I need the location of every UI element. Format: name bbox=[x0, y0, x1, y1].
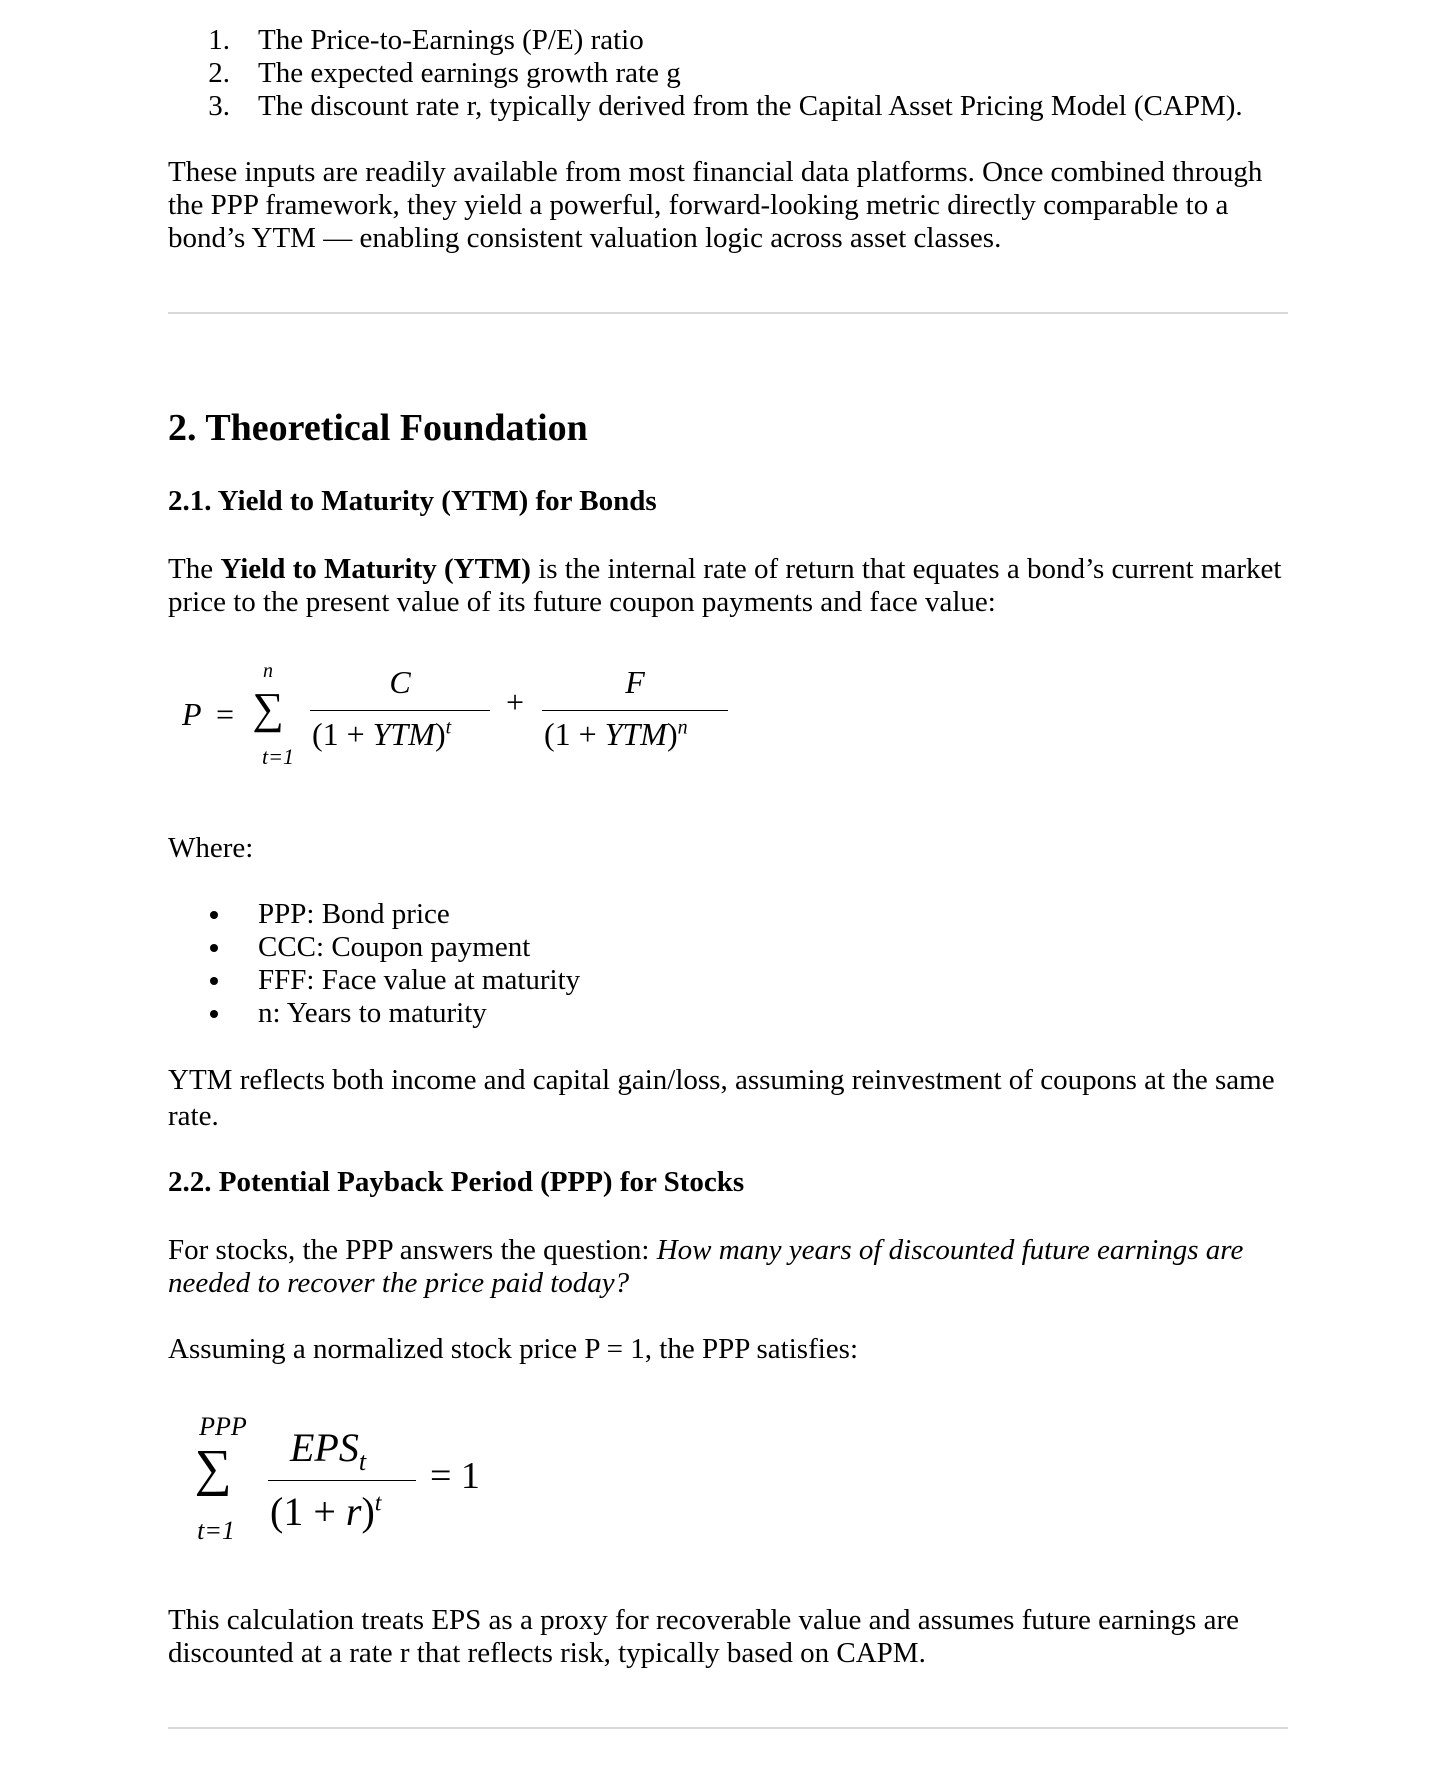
ytm-para-post: is the internal rate of return that equates a bond’s current market price to the present value of its future coupon payments and face value: bbox=[168, 553, 1282, 618]
fraction1-bar bbox=[310, 710, 490, 711]
sigma-icon: ∑ bbox=[252, 684, 284, 733]
ytm-para-pre: The bbox=[168, 553, 221, 585]
den1-close: ) bbox=[434, 716, 446, 752]
list-text: The Price-to-Earnings (P/E) ratio bbox=[258, 24, 644, 56]
den2-open: (1 + bbox=[544, 716, 605, 752]
bullet-icon bbox=[210, 911, 218, 919]
den-close: ) bbox=[361, 1489, 375, 1534]
ppp-rhs: = 1 bbox=[430, 1455, 480, 1497]
den1-exp: t bbox=[445, 716, 452, 739]
formula-lhs: P bbox=[182, 696, 202, 732]
sum-lower-limit: t=1 bbox=[197, 1516, 235, 1545]
where-label: Where: bbox=[168, 832, 254, 864]
formula-plus: + bbox=[506, 684, 525, 720]
divider bbox=[168, 1727, 1288, 1729]
list-item bbox=[210, 931, 910, 964]
list-text: The expected earnings growth rate g bbox=[258, 57, 681, 89]
den-exp: t bbox=[374, 1490, 382, 1517]
sum-upper-limit: PPP bbox=[199, 1412, 247, 1441]
den2-exp: n bbox=[677, 716, 688, 739]
sigma-icon: ∑ bbox=[194, 1440, 232, 1497]
list-text: The discount rate r, typically derived from the Capital Asset Pricing Model (CAPM). bbox=[258, 90, 1243, 122]
den2-close: ) bbox=[666, 716, 678, 752]
ppp-para-pre: For stocks, the PPP answers the question: bbox=[168, 1234, 657, 1266]
list-text: PPP: Bond price bbox=[258, 898, 450, 930]
list-number: 3. bbox=[208, 90, 230, 122]
ytm-para-bold: Yield to Maturity (YTM) bbox=[220, 553, 531, 585]
list-item bbox=[210, 997, 910, 1030]
sum-upper-limit: n bbox=[263, 660, 273, 682]
list-number: 1. bbox=[208, 24, 230, 56]
ppp-closing-paragraph: This calculation treats EPS as a proxy for recoverable value and assumes future earnings are discounted at a rate r that reflects risk, typically based on CAPM. bbox=[168, 1604, 1239, 1669]
list-text: CCC: Coupon payment bbox=[258, 931, 531, 963]
fraction2-numerator: F bbox=[625, 664, 645, 700]
bullet-icon bbox=[210, 944, 218, 952]
ppp-para-question: How many years of discounted future earnings are needed to recover the price paid today? bbox=[168, 1234, 1244, 1299]
den-var: r bbox=[345, 1489, 362, 1534]
formula-equals: = bbox=[216, 696, 235, 732]
list-item bbox=[190, 24, 1290, 57]
den2-var: YTM bbox=[604, 716, 667, 752]
ppp-paragraph bbox=[168, 1234, 1298, 1300]
fraction1-denominator bbox=[312, 716, 451, 753]
ytm-paragraph bbox=[168, 553, 1298, 619]
den1-var: YTM bbox=[372, 716, 435, 752]
ppp-assumption: Assuming a normalized stock price P = 1, the PPP satisfies: bbox=[168, 1333, 858, 1365]
subsection-heading-ytm: 2.1. Yield to Maturity (YTM) for Bonds bbox=[168, 485, 657, 517]
list-item bbox=[210, 964, 910, 997]
list-number: 2. bbox=[208, 57, 230, 89]
fraction2-denominator bbox=[544, 716, 688, 753]
fraction1-numerator: C bbox=[389, 664, 411, 700]
ppp-fraction-bar bbox=[268, 1480, 416, 1481]
ppp-numerator bbox=[290, 1424, 366, 1477]
numerator-sub: t bbox=[358, 1447, 367, 1476]
sum-lower-limit: t=1 bbox=[262, 744, 294, 769]
list-text: FFF: Face value at maturity bbox=[258, 964, 581, 996]
bullet-icon bbox=[210, 977, 218, 985]
section-heading: 2. Theoretical Foundation bbox=[168, 407, 588, 449]
ytm-formula bbox=[168, 660, 768, 780]
den1-open: (1 + bbox=[312, 716, 373, 752]
list-item bbox=[210, 898, 910, 931]
numerator-var: EPS bbox=[290, 1425, 359, 1470]
fraction2-bar bbox=[542, 710, 728, 711]
divider bbox=[168, 312, 1288, 314]
ppp-denominator bbox=[270, 1488, 381, 1535]
list-text: n: Years to maturity bbox=[258, 997, 487, 1029]
intro-paragraph: These inputs are readily available from most financial data platforms. Once combined through the PPP framework, they yield a powerful, forward-looking metric directly comparable to a bond’s YTM — enabling consistent valuation logic across asset classes. bbox=[168, 156, 1263, 254]
ppp-formula bbox=[168, 1412, 568, 1552]
ytm-closing-paragraph: YTM reflects both income and capital gain/loss, assuming reinvestment of coupons at the same rate. bbox=[168, 1064, 1275, 1132]
list-item bbox=[190, 90, 1290, 123]
bullet-icon bbox=[210, 1010, 218, 1018]
den-open: (1 + bbox=[270, 1489, 346, 1534]
subsection-heading-ppp: 2.2. Potential Payback Period (PPP) for Stocks bbox=[168, 1166, 745, 1198]
list-item bbox=[190, 57, 1290, 90]
